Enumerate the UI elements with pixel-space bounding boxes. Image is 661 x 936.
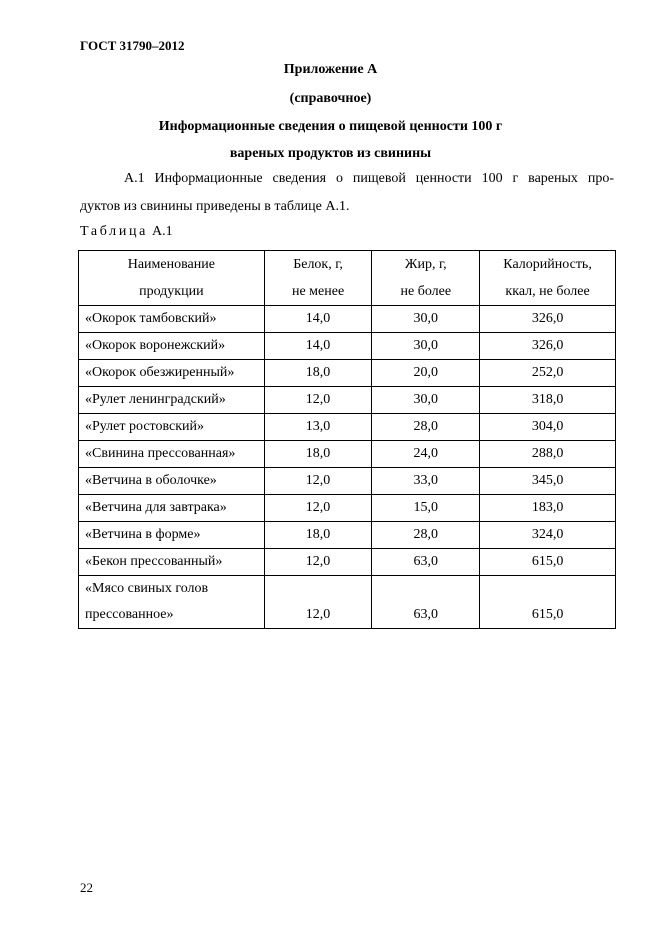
calories-cell: 615,0 — [480, 576, 616, 629]
calories-cell: 324,0 — [480, 522, 616, 549]
header-fat-line2: не более — [400, 284, 452, 299]
fat-cell: 30,0 — [372, 387, 480, 414]
header-fat — [372, 251, 480, 306]
table-row — [79, 576, 616, 629]
header-product-name — [79, 251, 265, 306]
product-name-cell: «Рулет ленинградский» — [79, 387, 265, 414]
header-product-name-line2: продукции — [139, 284, 204, 299]
calories-cell: 318,0 — [480, 387, 616, 414]
page-number: 22 — [80, 880, 93, 895]
calories-cell: 345,0 — [480, 468, 616, 495]
product-name-cell: «Окорок обезжиренный» — [79, 360, 265, 387]
header-product-name-line1: Наименование — [127, 257, 215, 272]
fat-cell: 63,0 — [372, 549, 480, 576]
protein-cell: 12,0 — [264, 468, 372, 495]
calories-cell: 326,0 — [480, 306, 616, 333]
protein-cell: 14,0 — [264, 306, 372, 333]
product-name-line2: прессованное» — [85, 607, 174, 622]
header-calories-line1: Калорийность, — [503, 257, 592, 272]
fat-cell: 28,0 — [372, 522, 480, 549]
product-name-cell: «Окорок воронежский» — [79, 333, 265, 360]
calories-cell: 615,0 — [480, 549, 616, 576]
protein-cell: 14,0 — [264, 333, 372, 360]
fat-cell: 28,0 — [372, 414, 480, 441]
protein-cell: 12,0 — [264, 576, 372, 629]
appendix-heading-line1: Информационные сведения о пищевой ценности 100 г — [158, 119, 503, 134]
paragraph-line2: дуктов из свинины приведены в таблице А.1. — [80, 199, 350, 214]
table-row — [79, 414, 616, 441]
table-row — [79, 387, 616, 414]
table-caption — [80, 224, 173, 240]
paragraph-line1: А.1 Информационные сведения о пищевой ценности 100 г вареных про- — [124, 171, 614, 186]
fat-cell: 63,0 — [372, 576, 480, 629]
table-row — [79, 495, 616, 522]
nutrition-table — [78, 250, 616, 629]
calories-cell: 183,0 — [480, 495, 616, 522]
protein-cell: 12,0 — [264, 495, 372, 522]
table-row — [79, 468, 616, 495]
header-fat-line1: Жир, г, — [404, 257, 447, 272]
table-row — [79, 549, 616, 576]
appendix-heading-line2: вареных продуктов из свинины — [229, 146, 432, 161]
fat-cell: 33,0 — [372, 468, 480, 495]
fat-cell: 20,0 — [372, 360, 480, 387]
fat-cell: 15,0 — [372, 495, 480, 522]
calories-cell: 304,0 — [480, 414, 616, 441]
product-name-cell — [79, 576, 265, 629]
calories-cell: 326,0 — [480, 333, 616, 360]
product-name-cell: «Рулет ростовский» — [79, 414, 265, 441]
table-row — [79, 522, 616, 549]
product-name-cell: «Ветчина для завтрака» — [79, 495, 265, 522]
protein-cell: 13,0 — [264, 414, 372, 441]
header-calories — [480, 251, 616, 306]
product-name-cell: «Окорок тамбовский» — [79, 306, 265, 333]
appendix-title: Приложение А — [283, 62, 378, 77]
product-name-cell: «Ветчина в оболочке» — [79, 468, 265, 495]
header-protein-line1: Белок, г, — [293, 257, 343, 272]
product-name-cell: «Свинина прессованная» — [79, 441, 265, 468]
table-header-row — [79, 251, 616, 306]
fat-cell: 30,0 — [372, 333, 480, 360]
table-row — [79, 441, 616, 468]
protein-cell: 18,0 — [264, 441, 372, 468]
fat-cell: 30,0 — [372, 306, 480, 333]
protein-cell: 18,0 — [264, 522, 372, 549]
fat-cell: 24,0 — [372, 441, 480, 468]
header-protein-line2: не менее — [291, 284, 345, 299]
header-protein — [264, 251, 372, 306]
table-row — [79, 333, 616, 360]
product-name-cell: «Бекон прессованный» — [79, 549, 265, 576]
protein-cell: 12,0 — [264, 387, 372, 414]
standard-number: ГОСТ 31790–2012 — [80, 38, 185, 53]
appendix-subtitle: (справочное) — [289, 91, 372, 106]
product-name-line1: «Мясо свиных голов — [85, 581, 209, 596]
protein-cell: 12,0 — [264, 549, 372, 576]
table-caption-number: А.1 — [152, 224, 173, 239]
table-caption-word: Таблица — [80, 224, 148, 239]
protein-cell: 18,0 — [264, 360, 372, 387]
table-row — [79, 306, 616, 333]
calories-cell: 288,0 — [480, 441, 616, 468]
product-name-cell: «Ветчина в форме» — [79, 522, 265, 549]
table-row — [79, 360, 616, 387]
calories-cell: 252,0 — [480, 360, 616, 387]
header-calories-line2: ккал, не более — [505, 284, 590, 299]
